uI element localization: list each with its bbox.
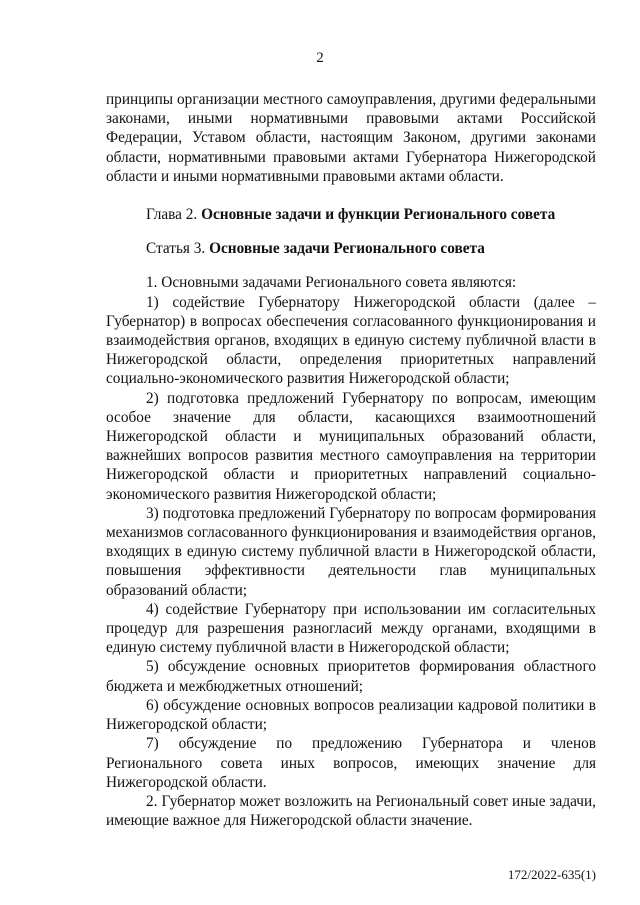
list-item: 6) обсуждение основных вопросов реализации кадровой политики в Нижегородской области; bbox=[106, 696, 596, 734]
document-body bbox=[106, 90, 596, 830]
intro-paragraph: принципы организации местного самоуправления, другими федеральными законами, иными нормативными правовыми актами Российской Федерации, Уставом области, настоящим Законом, другими законами области, нормативными правовыми актами Губернатора Нижегородской области и иными нормативными правовыми актами области. bbox=[106, 91, 596, 185]
article-prefix: Статья 3. bbox=[146, 240, 206, 258]
list-item: 3) подготовка предложений Губернатору по вопросам формирования механизмов согласованного функционирования и взаимодействия органов, входящих в единую систему публичной власти в Нижегородской области, повышения эффективности деятельности глав муниципальных образований области; bbox=[106, 504, 596, 599]
list-item: 2. Губернатор может возложить на Региональный совет иные задачи, имеющие важное для Нижегородской области значение. bbox=[106, 792, 596, 830]
list-item: 2) подготовка предложений Губернатору по вопросам, имеющим особое значение для области, касающихся взаимоотношений Нижегородской области и муниципальных образований области, важнейших вопросов развития местного самоуправления на территории Нижегородской области и приоритетных направлений социально-экономического развития Нижегородской области; bbox=[106, 389, 596, 503]
page-number: 2 bbox=[316, 50, 324, 66]
article-title: Основные задачи Регионального совета bbox=[209, 240, 485, 258]
list-item: 5) обсуждение основных приоритетов формирования областного бюджета и межбюджетных отношений; bbox=[106, 658, 596, 695]
list-item: 1. Основными задачами Регионального совета являются: bbox=[146, 274, 517, 292]
article-heading bbox=[106, 239, 596, 258]
chapter-prefix: Глава 2. bbox=[146, 206, 198, 224]
footer-document-code: 172/2022-635(1) bbox=[507, 867, 596, 882]
list-item: 4) содействие Губернатору при использовании им согласительных процедур для разрешения разногласий между органами, входящими в единую систему публичной власти в Нижегородской области; bbox=[106, 600, 596, 657]
chapter-heading bbox=[106, 205, 596, 224]
list-item: 1) содействие Губернатору Нижегородской области (далее – Губернатор) в вопросах обеспечения согласованного функционирования и взаимодействия органов, входящих в единую систему публичной власти в Нижегородской области, определения приоритетных направлений социально-экономического развития Нижегородской области; bbox=[106, 293, 596, 388]
chapter-title: Основные задачи и функции Регионального совета bbox=[201, 206, 556, 224]
list-item: 7) обсуждение по предложению Губернатора и членов Регионального совета иных вопросов, имеющих значение для Нижегородской области. bbox=[106, 735, 596, 791]
